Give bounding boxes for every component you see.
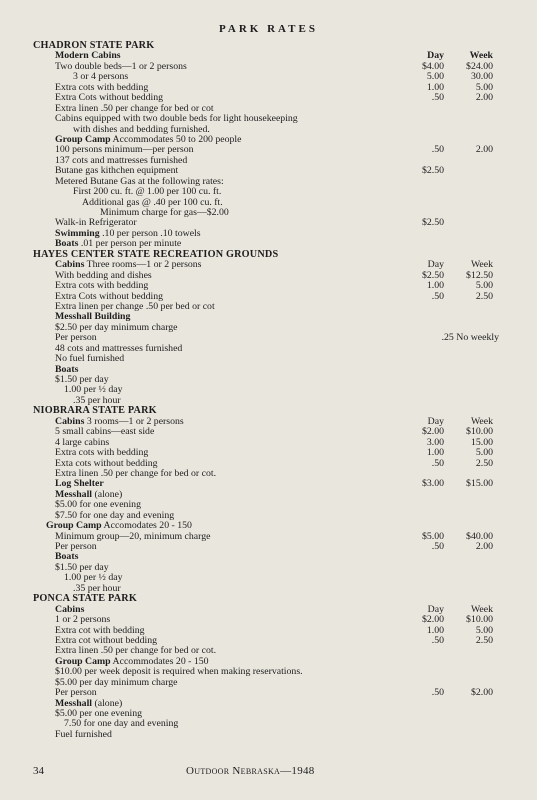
rate-description: Group Camp Accommodates 50 to 200 people (55, 133, 242, 145)
rate-description: 4 large cabins (55, 436, 110, 448)
day-rate: Day (427, 415, 444, 427)
week-rate: 2.00 (475, 144, 493, 156)
section-title: HAYES CENTER STATE RECREATION GROUNDS (33, 248, 279, 260)
rate-description: Exta cots without bedding (55, 457, 158, 469)
rate-description: 3 or 4 persons (73, 71, 129, 83)
day-rate: 5.00 (426, 71, 444, 83)
week-rate: $24.00 (466, 60, 493, 72)
rate-description: Cabins equipped with two double beds for light housekeeping (55, 113, 298, 125)
day-rate: 1.00 (426, 280, 444, 292)
day-rate: .50 (431, 541, 444, 552)
rate-row (0, 354, 537, 364)
rate-description: Boats .01 per person per minute (55, 238, 182, 250)
rate-description: 137 cots and mattresses furnished (55, 154, 188, 166)
day-rate: Day (427, 50, 444, 62)
rate-description: Cabins 3 rooms—1 or 2 persons (55, 415, 184, 427)
rate-row (0, 281, 537, 291)
publication-line: Outdoor Nebraska—1948 (186, 765, 315, 777)
week-rate: 2.00 (475, 92, 493, 104)
day-rate: $5.00 (421, 530, 444, 542)
week-rate: Week (469, 50, 493, 62)
day-rate: $2.00 (421, 426, 444, 438)
rate-description: Additional gas @ .40 per 100 cu. ft. (82, 196, 223, 208)
week-rate: $12.50 (466, 269, 493, 281)
week-rate: 2.50 (475, 634, 493, 646)
rate-description: Cabins (55, 603, 85, 615)
rate-description: Boats (55, 363, 79, 375)
rate-description: Messhall (alone) (55, 697, 123, 709)
page-number: 34 (33, 765, 44, 777)
section-title: NIOBRARA STATE PARK (33, 405, 157, 417)
day-rate: $4.00 (421, 60, 444, 72)
rate-description: No fuel furnished (55, 353, 125, 365)
day-rate: Day (427, 259, 444, 271)
rate-description: .35 per hour (73, 582, 121, 594)
rate-description: 7.50 for one day and evening (64, 718, 179, 730)
rate-description: Butane gas kithchen equipment (55, 165, 179, 177)
rate-description: Group Camp Accommodates 20 - 150 (55, 655, 209, 667)
rate-description: $2.50 per day minimum charge (55, 321, 178, 333)
week-rate: Week (470, 259, 493, 271)
rate-description: $5.00 per one evening (55, 708, 143, 719)
rate-description: Extra cots with bedding (55, 81, 149, 93)
day-rate: 1.00 (426, 81, 444, 93)
rate-description: Messhall Building (55, 311, 131, 323)
week-rate: $15.00 (466, 478, 493, 490)
week-rate: $2.00 (470, 687, 493, 699)
rate-row (0, 615, 537, 625)
rate-description: with dishes and bedding furnished. (73, 123, 210, 135)
rate-description: Two double beds—1 or 2 persons (55, 60, 187, 72)
rate-description: 5 small cabins—east side (55, 426, 155, 438)
section-title: PONCA STATE PARK (33, 593, 137, 605)
rate-description: Minimum charge for gas—$2.00 (100, 207, 229, 218)
day-rate: .50 (431, 290, 444, 302)
rate-description: Per person (55, 541, 97, 552)
rate-description: Per person (55, 687, 97, 699)
week-rate: 5.00 (475, 447, 493, 459)
rate-description: Extra linen per change .50 per bed or cot (55, 300, 215, 312)
rate-description: Per person (55, 332, 97, 344)
rate-description: Extra linen .50 per change for bed or cot. (55, 645, 217, 657)
rate-description: Walk-in Refrigerator (55, 217, 137, 229)
rate-description: Extra cot without bedding (55, 634, 158, 646)
rate-description: Extra linen .50 per change for bed or cot. (55, 467, 217, 479)
day-rate: 1.00 (426, 447, 444, 459)
week-rate: 2.00 (475, 541, 493, 552)
rate-row (0, 521, 537, 531)
day-rate: 3.00 (426, 436, 444, 448)
week-rate: 5.00 (475, 81, 493, 93)
rate-description: Extra cot with bedding (55, 624, 145, 636)
rate-description: Cabins Three rooms—1 or 2 persons (55, 259, 202, 271)
rates-listing (0, 41, 537, 740)
rate-description: Modern Cabins (55, 50, 121, 62)
rate-description: 48 cots and mattresses furnished (55, 342, 183, 354)
rate-description: 1.00 per ½ day (64, 572, 123, 584)
rate-description: $1.50 per day (55, 561, 109, 573)
rate-row (0, 114, 537, 124)
rate-description: 1.00 per ½ day (64, 384, 123, 396)
day-rate: 1.00 (426, 624, 444, 636)
rate-description: Minimum group—20, minimum charge (55, 530, 211, 542)
week-rate: $10.00 (466, 426, 493, 438)
rate-description: Swimming .10 per person .10 towels (55, 227, 201, 239)
rate-description: Boats (55, 551, 79, 563)
rate-row (0, 187, 537, 197)
rate-description: $1.50 per day (55, 374, 109, 385)
rate-description: Group Camp Accomodates 20 - 150 (46, 520, 192, 532)
week-rate: $10.00 (466, 614, 493, 626)
rate-description: Messhall (alone) (55, 488, 123, 500)
rate-description: $5.00 for one evening (55, 499, 141, 511)
section-title: CHADRON STATE PARK (33, 40, 155, 51)
day-rate: .50 (431, 92, 444, 104)
week-rate: 5.00 (475, 280, 493, 292)
day-rate: Day (427, 603, 444, 615)
week-rate: $40.00 (466, 530, 493, 542)
week-rate: 5.00 (475, 624, 493, 636)
day-rate: $2.50 (421, 165, 444, 177)
rate-description: Extra cots with bedding (55, 447, 149, 459)
rate-description: 1 or 2 persons (55, 614, 111, 626)
week-rate: Week (470, 603, 493, 615)
rate-description: Extra Cots without bedding (55, 290, 164, 302)
rate-note: .25 No weekly (441, 332, 499, 344)
week-rate: 30.00 (470, 71, 493, 83)
day-rate: .50 (431, 634, 444, 646)
day-rate: .50 (431, 144, 444, 156)
page-title: PARK RATES (219, 23, 318, 35)
rate-row (0, 730, 537, 740)
day-rate: .50 (431, 457, 444, 469)
rate-row (0, 542, 537, 552)
day-rate: $2.00 (421, 614, 444, 626)
rate-description: Extra Cots without bedding (55, 92, 164, 104)
week-rate: Week (470, 415, 493, 427)
rate-description: Extra cots with bedding (55, 280, 149, 292)
day-rate: $3.00 (421, 478, 444, 490)
rate-description: Metered Butane Gas at the following rates: (55, 175, 224, 187)
page-footer (0, 765, 537, 779)
rate-description: $5.00 per day minimum charge (55, 676, 178, 688)
day-rate: $2.50 (421, 217, 444, 229)
rate-description: First 200 cu. ft. @ 1.00 per 100 cu. ft. (73, 186, 222, 198)
rate-description: With bedding and dishes (55, 269, 152, 281)
week-rate: 2.50 (475, 290, 493, 302)
rate-description: Extra linen .50 per change for bed or cot (55, 102, 214, 114)
rate-description: Log Shelter (55, 478, 104, 490)
week-rate: 2.50 (475, 457, 493, 469)
rate-row (0, 448, 537, 458)
rate-description: 100 persons minimum—per person (55, 144, 194, 156)
day-rate: .50 (431, 687, 444, 699)
rate-row (0, 198, 537, 208)
week-rate: 15.00 (470, 436, 493, 448)
rate-description: .35 per hour (73, 394, 121, 406)
rate-description: $10.00 per week deposit is required when making reservations. (55, 666, 303, 678)
day-rate: $2.50 (421, 269, 444, 281)
rate-description: Fuel furnished (55, 728, 112, 740)
rate-description: $7.50 for one day and evening (55, 509, 175, 521)
